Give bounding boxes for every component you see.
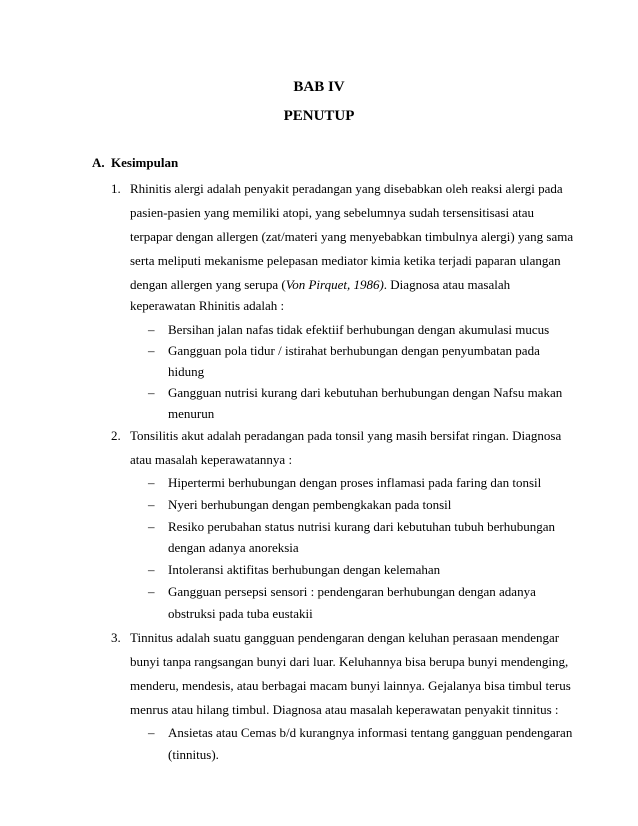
bullet-text: obstruksi pada tuba eustakii [168,606,313,621]
bullet-text: dengan adanya anoreksia [168,540,299,555]
bullet-text: hidung [168,364,205,379]
text-fragment: dengan allergen yang serupa ( [130,277,286,292]
bullet-text: Gangguan pola tidur / istirahat berhubungan dengan penyumbatan pada [168,343,540,358]
item-text-line: bunyi tanpa rangsangan bunyi dari luar. Keluhannya bisa berupa bunyi mendenging, [130,654,569,669]
bullet-text: Nyeri berhubungan dengan pembengkakan pada tonsil [168,497,452,512]
section-marker: A. [92,155,105,170]
item-number: 2. [111,428,121,443]
bullet-dash: – [148,562,155,577]
bullet-dash: – [148,519,155,534]
bullet-text: Resiko perubahan status nutrisi kurang dari kebutuhan tubuh berhubungan [168,519,556,534]
item-text-line: serta meliputi mekanisme pelepasan mediator kimia ketika terjadi paparan ulangan [130,253,561,268]
section-heading: Kesimpulan [111,155,179,170]
item-number: 3. [111,630,121,645]
bullet-text: Gangguan nutrisi kurang dari kebutuhan berhubungan dengan Nafsu makan [168,385,563,400]
item-text-line: Tinnitus adalah suatu gangguan pendengaran dengan keluhan perasaan mendengar [130,630,560,645]
bullet-text: Bersihan jalan nafas tidak efektiif berhubungan dengan akumulasi mucus [168,322,550,337]
bullet-dash: – [148,584,155,599]
bullet-text: Hipertermi berhubungan dengan proses inflamasi pada faring dan tonsil [168,475,542,490]
bullet-dash: – [148,475,155,490]
bullet-dash: – [148,385,155,400]
bullet-text: Intoleransi aktifitas berhubungan dengan kelemahan [168,562,441,577]
text-fragment: . Diagnosa atau masalah [383,277,511,292]
item-text-line: keperawatan Rhinitis adalah : [130,298,285,313]
bullet-text: (tinnitus). [168,747,219,762]
bullet-text: Ansietas atau Cemas b/d kurangnya informasi tentang gangguan pendengaran [168,725,573,740]
item-text-line: menderu, mendesis, atau berbagai macam bunyi lainnya. Gejalanya bisa timbul terus [130,678,571,693]
item-text-line: terpapar dengan allergen (zat/materi yang menyebabkan timbulnya alergi) yang sama [130,229,574,244]
bullet-dash: – [148,322,155,337]
item-number: 1. [111,181,121,196]
bullet-text: menurun [168,406,215,421]
item-text-line: atau masalah keperawatannya : [130,452,293,467]
item-text-line: Tonsilitis akut adalah peradangan pada tonsil yang masih bersifat ringan. Diagnosa [130,428,562,443]
bullet-dash: – [148,725,155,740]
bullet-dash: – [148,343,155,358]
item-text-line: menrus atau hilang timbul. Diagnosa atau masalah keperawatan penyakit tinnitus : [130,702,559,717]
chapter-subtitle: PENUTUP [283,108,355,124]
chapter-title: BAB IV [293,79,345,95]
item-text-line-citation [130,277,510,293]
bullet-dash: – [148,497,155,512]
citation: Von Pirquet, 1986) [285,277,384,292]
bullet-text: Gangguan persepsi sensori : pendengaran berhubungan dengan adanya [168,584,536,599]
item-text-line: pasien-pasien yang memiliki atopi, yang sebelumnya sudah tersensitisasi atau [130,205,534,220]
item-text-line: Rhinitis alergi adalah penyakit peradangan yang disebabkan oleh reaksi alergi pada [130,181,563,196]
